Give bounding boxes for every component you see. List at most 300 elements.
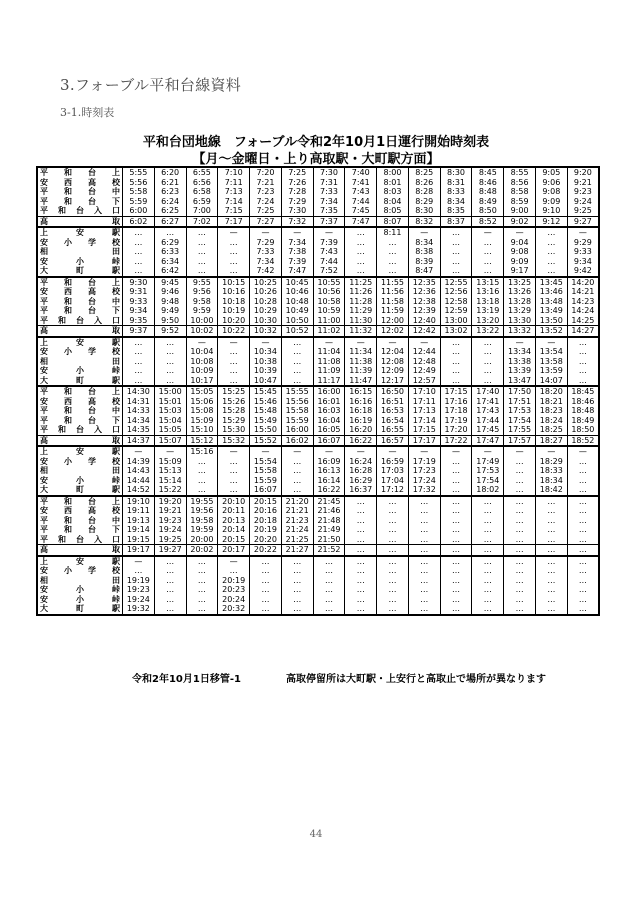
- departure-time: …: [313, 576, 345, 586]
- departure-time: 9:52: [154, 326, 186, 337]
- departure-time: …: [472, 357, 504, 367]
- departure-time: 17:12: [377, 485, 409, 496]
- departure-time: 10:38: [250, 357, 282, 367]
- departure-time: 6:42: [154, 266, 186, 277]
- departure-time: …: [281, 566, 313, 576]
- departure-time: 8:49: [472, 197, 504, 207]
- departure-time: …: [472, 525, 504, 535]
- stop-name: 安小峠: [40, 475, 120, 485]
- departure-time: 19:24: [154, 525, 186, 535]
- departure-time: 7:35: [313, 206, 345, 216]
- departure-time: 10:34: [250, 347, 282, 357]
- departure-time: 13:22: [472, 326, 504, 337]
- departure-time: …: [440, 337, 472, 348]
- departure-time: 9:17: [504, 266, 536, 277]
- departure-time: 19:19: [123, 576, 155, 586]
- departure-time: 17:15: [440, 386, 472, 397]
- departure-time: 18:20: [535, 386, 567, 397]
- departure-time: 6:23: [154, 187, 186, 197]
- departure-time: …: [186, 556, 218, 567]
- departure-time: …: [440, 227, 472, 238]
- departure-time: 10:16: [218, 287, 250, 297]
- departure-time: …: [535, 525, 567, 535]
- departure-time: …: [154, 604, 186, 615]
- sub-title: 3-1.時刻表: [60, 106, 115, 119]
- departure-time: 11:28: [345, 297, 377, 307]
- departure-time: …: [567, 556, 599, 567]
- departure-time: …: [504, 545, 536, 556]
- departure-time: 8:46: [472, 178, 504, 188]
- departure-time: 8:29: [408, 197, 440, 207]
- departure-time: 10:58: [313, 297, 345, 307]
- departure-time: 15:10: [186, 425, 218, 435]
- departure-time: …: [186, 247, 218, 257]
- departure-time: …: [408, 506, 440, 516]
- departure-time: 9:35: [123, 316, 155, 326]
- departure-time: …: [504, 525, 536, 535]
- departure-time: 17:40: [472, 386, 504, 397]
- departure-time: 8:31: [440, 178, 472, 188]
- timetable-row: [37, 316, 599, 326]
- departure-time: …: [154, 595, 186, 605]
- departure-time: 7:28: [281, 187, 313, 197]
- departure-time: …: [345, 556, 377, 567]
- stop-name: 大町駅: [40, 604, 120, 613]
- departure-time: …: [186, 457, 218, 467]
- departure-time: …: [281, 585, 313, 595]
- departure-time: 20:19: [250, 525, 282, 535]
- departure-time: 11:55: [377, 277, 409, 288]
- departure-time: 17:03: [377, 466, 409, 476]
- departure-time: …: [377, 576, 409, 586]
- departure-time: 16:50: [377, 386, 409, 397]
- departure-time: 12:35: [408, 277, 440, 288]
- departure-time: 16:05: [313, 425, 345, 435]
- departure-time: 12:55: [440, 277, 472, 288]
- departure-time: 7:25: [250, 206, 282, 216]
- departure-time: …: [567, 376, 599, 387]
- timetable-row: [37, 216, 599, 227]
- timetable-row: [37, 466, 599, 476]
- departure-time: …: [186, 266, 218, 277]
- departure-time: 13:32: [504, 326, 536, 337]
- departure-time: 10:22: [218, 326, 250, 337]
- departure-time: 7:39: [281, 257, 313, 267]
- departure-time: 12:59: [440, 306, 472, 316]
- departure-time: 9:49: [154, 306, 186, 316]
- departure-time: …: [377, 496, 409, 507]
- departure-time: 14:33: [123, 406, 155, 416]
- departure-time: …: [123, 376, 155, 387]
- departure-time: …: [408, 576, 440, 586]
- departure-time: …: [535, 576, 567, 586]
- departure-time: …: [345, 535, 377, 545]
- timetable-row: [37, 238, 599, 248]
- departure-time: …: [123, 337, 155, 348]
- departure-time: …: [440, 466, 472, 476]
- departure-time: 11:47: [345, 376, 377, 387]
- departure-time: 17:53: [472, 466, 504, 476]
- departure-time: …: [345, 566, 377, 576]
- departure-time: 8:39: [408, 257, 440, 267]
- departure-time: …: [440, 545, 472, 556]
- departure-time: 13:46: [535, 287, 567, 297]
- departure-time: 15:01: [154, 397, 186, 407]
- departure-time: 5:59: [123, 197, 155, 207]
- departure-time: 17:18: [440, 406, 472, 416]
- departure-time: 9:56: [186, 287, 218, 297]
- stop-name: 平和台下: [40, 525, 120, 534]
- departure-time: …: [377, 545, 409, 556]
- departure-time: 6:27: [154, 216, 186, 227]
- departure-time: …: [440, 556, 472, 567]
- departure-time: 15:14: [154, 476, 186, 486]
- departure-time: 12:02: [377, 326, 409, 337]
- departure-time: 9:21: [567, 178, 599, 188]
- departure-time: …: [504, 585, 536, 595]
- stop-name: 上安駅: [40, 447, 120, 456]
- departure-time: 20:20: [250, 535, 282, 545]
- departure-time: 10:19: [218, 306, 250, 316]
- departure-time: 11:56: [377, 287, 409, 297]
- departure-time: 6:34: [154, 257, 186, 267]
- departure-time: …: [345, 595, 377, 605]
- departure-time: 10:59: [313, 306, 345, 316]
- departure-time: 8:35: [440, 206, 472, 216]
- departure-time: 17:32: [408, 485, 440, 496]
- departure-time: 19:11: [123, 506, 155, 516]
- departure-time: …: [408, 595, 440, 605]
- departure-time: …: [186, 257, 218, 267]
- departure-time: 17:55: [504, 425, 536, 435]
- departure-time: —: [345, 446, 377, 457]
- departure-time: 10:56: [313, 287, 345, 297]
- stop-name: 平和台入口: [40, 206, 120, 215]
- timetable-row: [37, 535, 599, 545]
- timetable-row: [37, 287, 599, 297]
- departure-time: —: [408, 227, 440, 238]
- departure-time: —: [377, 337, 409, 348]
- timetable-row: [37, 446, 599, 457]
- departure-time: 11:29: [345, 306, 377, 316]
- departure-time: 14:21: [567, 287, 599, 297]
- departure-time: …: [377, 257, 409, 267]
- departure-time: …: [377, 266, 409, 277]
- timetable-title: 平和台団地線 フォーブル令和2年10月1日運行開始時刻表: [142, 135, 490, 150]
- departure-time: —: [218, 337, 250, 348]
- stop-name: 大町駅: [40, 266, 120, 275]
- departure-time: …: [218, 457, 250, 467]
- departure-time: 6:24: [154, 197, 186, 207]
- departure-time: 9:09: [535, 197, 567, 207]
- departure-time: 20:18: [250, 516, 282, 526]
- departure-time: …: [567, 585, 599, 595]
- departure-time: 8:47: [408, 266, 440, 277]
- departure-time: 15:25: [218, 386, 250, 397]
- departure-time: 9:58: [186, 297, 218, 307]
- departure-time: …: [186, 238, 218, 248]
- departure-time: 8:58: [504, 187, 536, 197]
- departure-time: 14:35: [123, 425, 155, 435]
- departure-time: …: [345, 585, 377, 595]
- departure-time: …: [472, 585, 504, 595]
- departure-time: …: [472, 506, 504, 516]
- departure-time: 14:24: [567, 306, 599, 316]
- departure-time: 10:30: [250, 316, 282, 326]
- departure-time: 15:09: [154, 457, 186, 467]
- timetable-row: [37, 506, 599, 516]
- departure-time: 13:47: [504, 376, 536, 387]
- departure-time: 18:42: [535, 485, 567, 496]
- departure-time: …: [408, 585, 440, 595]
- stop-name: 安小学校: [40, 566, 120, 575]
- departure-time: 8:48: [472, 187, 504, 197]
- departure-time: 8:11: [377, 227, 409, 238]
- departure-time: 20:22: [250, 545, 282, 556]
- departure-time: …: [250, 585, 282, 595]
- departure-time: 12:44: [408, 347, 440, 357]
- timetable-row: [37, 425, 599, 435]
- departure-time: 15:59: [281, 416, 313, 426]
- stop-name: 平和台上: [37, 386, 123, 397]
- departure-time: …: [504, 566, 536, 576]
- departure-time: 13:16: [472, 287, 504, 297]
- departure-time: 10:20: [218, 316, 250, 326]
- departure-time: 19:56: [186, 506, 218, 516]
- departure-time: 8:59: [504, 197, 536, 207]
- departure-time: …: [504, 476, 536, 486]
- departure-time: 8:25: [408, 167, 440, 178]
- departure-time: …: [345, 247, 377, 257]
- departure-time: 14:25: [567, 316, 599, 326]
- departure-time: 16:37: [345, 485, 377, 496]
- departure-time: 16:14: [313, 476, 345, 486]
- departure-time: 8:33: [440, 187, 472, 197]
- departure-time: 7:39: [313, 238, 345, 248]
- departure-time: …: [472, 376, 504, 387]
- departure-time: 12:39: [408, 306, 440, 316]
- departure-time: 20:17: [218, 545, 250, 556]
- departure-time: 11:32: [345, 326, 377, 337]
- departure-time: —: [377, 446, 409, 457]
- stop-name: 高取: [37, 435, 123, 446]
- departure-time: 12:57: [408, 376, 440, 387]
- departure-time: …: [377, 506, 409, 516]
- departure-time: 9:45: [154, 277, 186, 288]
- departure-time: …: [567, 466, 599, 476]
- departure-time: 17:44: [472, 416, 504, 426]
- departure-time: 10:25: [250, 277, 282, 288]
- departure-time: 21:24: [281, 525, 313, 535]
- departure-time: —: [123, 556, 155, 567]
- departure-time: …: [154, 337, 186, 348]
- departure-time: …: [313, 566, 345, 576]
- stop-name: 相田: [40, 247, 120, 256]
- departure-time: 6:20: [154, 167, 186, 178]
- stop-name: 相田: [40, 466, 120, 475]
- departure-time: …: [567, 566, 599, 576]
- departure-time: 13:30: [504, 316, 536, 326]
- departure-time: 8:07: [377, 216, 409, 227]
- departure-time: 9:48: [154, 297, 186, 307]
- departure-time: 7:34: [250, 257, 282, 267]
- departure-time: 10:45: [281, 277, 313, 288]
- departure-time: 13:19: [472, 306, 504, 316]
- departure-time: 9:25: [567, 206, 599, 216]
- departure-time: …: [154, 585, 186, 595]
- timetable-row: [37, 386, 599, 397]
- departure-time: …: [567, 357, 599, 367]
- departure-time: 9:29: [567, 238, 599, 248]
- departure-time: …: [186, 476, 218, 486]
- departure-time: 20:10: [218, 496, 250, 507]
- departure-time: 18:02: [472, 485, 504, 496]
- stop-name: 安小峠: [40, 585, 120, 594]
- departure-time: 10:39: [250, 366, 282, 376]
- departure-time: …: [154, 576, 186, 586]
- departure-time: …: [440, 516, 472, 526]
- departure-time: 15:32: [218, 435, 250, 446]
- departure-time: 9:31: [123, 287, 155, 297]
- departure-time: …: [123, 227, 155, 238]
- departure-time: 15:56: [281, 397, 313, 407]
- departure-time: 19:20: [154, 496, 186, 507]
- departure-time: …: [281, 476, 313, 486]
- departure-time: …: [472, 604, 504, 615]
- departure-time: 21:49: [313, 525, 345, 535]
- departure-time: …: [567, 366, 599, 376]
- departure-time: …: [313, 556, 345, 567]
- departure-time: …: [377, 566, 409, 576]
- stop-name: 平和台中: [40, 187, 120, 196]
- departure-time: 19:27: [154, 545, 186, 556]
- timetable-row: [37, 376, 599, 387]
- departure-time: 7:43: [313, 247, 345, 257]
- departure-time: 7:33: [313, 187, 345, 197]
- departure-time: …: [440, 566, 472, 576]
- departure-time: —: [218, 227, 250, 238]
- departure-time: 6:02: [123, 216, 155, 227]
- departure-time: 13:29: [504, 306, 536, 316]
- departure-time: 9:04: [504, 238, 536, 248]
- departure-time: 11:59: [377, 306, 409, 316]
- departure-time: …: [154, 357, 186, 367]
- timetable-body: [37, 167, 599, 615]
- departure-time: 17:15: [408, 425, 440, 435]
- departure-time: 18:48: [567, 406, 599, 416]
- departure-time: 18:27: [535, 435, 567, 446]
- departure-time: 13:20: [472, 316, 504, 326]
- departure-time: …: [504, 576, 536, 586]
- departure-time: …: [186, 576, 218, 586]
- departure-time: 15:48: [250, 406, 282, 416]
- timetable-row: [37, 545, 599, 556]
- departure-time: 7:13: [218, 187, 250, 197]
- departure-time: 15:00: [154, 386, 186, 397]
- departure-time: …: [408, 496, 440, 507]
- departure-time: …: [504, 485, 536, 496]
- departure-time: …: [250, 556, 282, 567]
- timetable-row: [37, 576, 599, 586]
- departure-time: 16:28: [345, 466, 377, 476]
- departure-time: 19:55: [186, 496, 218, 507]
- departure-time: …: [535, 266, 567, 277]
- departure-time: …: [535, 585, 567, 595]
- departure-time: 8:00: [377, 167, 409, 178]
- departure-time: 15:50: [250, 425, 282, 435]
- departure-time: 7:17: [218, 216, 250, 227]
- departure-time: …: [218, 566, 250, 576]
- departure-time: 9:20: [567, 167, 599, 178]
- stop-name: 平和台入口: [40, 534, 120, 544]
- departure-time: …: [345, 266, 377, 277]
- departure-time: 20:02: [186, 545, 218, 556]
- departure-time: …: [440, 266, 472, 277]
- stop-name: 高取: [37, 326, 123, 337]
- departure-time: 16:18: [345, 406, 377, 416]
- departure-time: …: [504, 496, 536, 507]
- departure-time: …: [345, 576, 377, 586]
- timetable-row: [37, 227, 599, 238]
- departure-time: 16:13: [313, 466, 345, 476]
- departure-time: …: [377, 595, 409, 605]
- departure-time: 10:02: [186, 326, 218, 337]
- timetable-row: [37, 457, 599, 467]
- departure-time: 18:25: [535, 425, 567, 435]
- departure-time: 6:21: [154, 178, 186, 188]
- timetable-row: [37, 357, 599, 367]
- departure-time: …: [567, 457, 599, 467]
- departure-time: 15:05: [186, 386, 218, 397]
- departure-time: 13:18: [472, 297, 504, 307]
- departure-time: 9:27: [567, 216, 599, 227]
- departure-time: 9:05: [535, 167, 567, 178]
- departure-time: 13:52: [535, 326, 567, 337]
- departure-time: —: [504, 446, 536, 457]
- departure-time: 13:49: [535, 306, 567, 316]
- departure-time: 11:30: [345, 316, 377, 326]
- timetable-row: [37, 277, 599, 288]
- departure-time: 8:55: [504, 167, 536, 178]
- departure-time: …: [567, 496, 599, 507]
- departure-time: 9:34: [567, 257, 599, 267]
- departure-time: 15:59: [250, 476, 282, 486]
- departure-time: 15:46: [250, 397, 282, 407]
- departure-time: 10:09: [186, 366, 218, 376]
- departure-time: —: [313, 227, 345, 238]
- departure-time: 8:37: [440, 216, 472, 227]
- departure-time: —: [472, 227, 504, 238]
- timetable-row: [37, 556, 599, 567]
- departure-time: 11:17: [313, 376, 345, 387]
- departure-time: 16:54: [377, 416, 409, 426]
- departure-time: 6:25: [154, 206, 186, 216]
- departure-time: 20:00: [186, 535, 218, 545]
- departure-time: …: [567, 525, 599, 535]
- departure-time: 21:52: [313, 545, 345, 556]
- departure-time: …: [472, 266, 504, 277]
- departure-time: 7:32: [281, 216, 313, 227]
- departure-time: …: [218, 466, 250, 476]
- departure-time: 8:34: [408, 238, 440, 248]
- timetable-row: [37, 485, 599, 496]
- departure-time: …: [440, 257, 472, 267]
- departure-time: 14:07: [535, 376, 567, 387]
- departure-time: 17:43: [472, 406, 504, 416]
- departure-time: 8:45: [472, 167, 504, 178]
- departure-time: …: [218, 366, 250, 376]
- departure-time: 15:58: [250, 466, 282, 476]
